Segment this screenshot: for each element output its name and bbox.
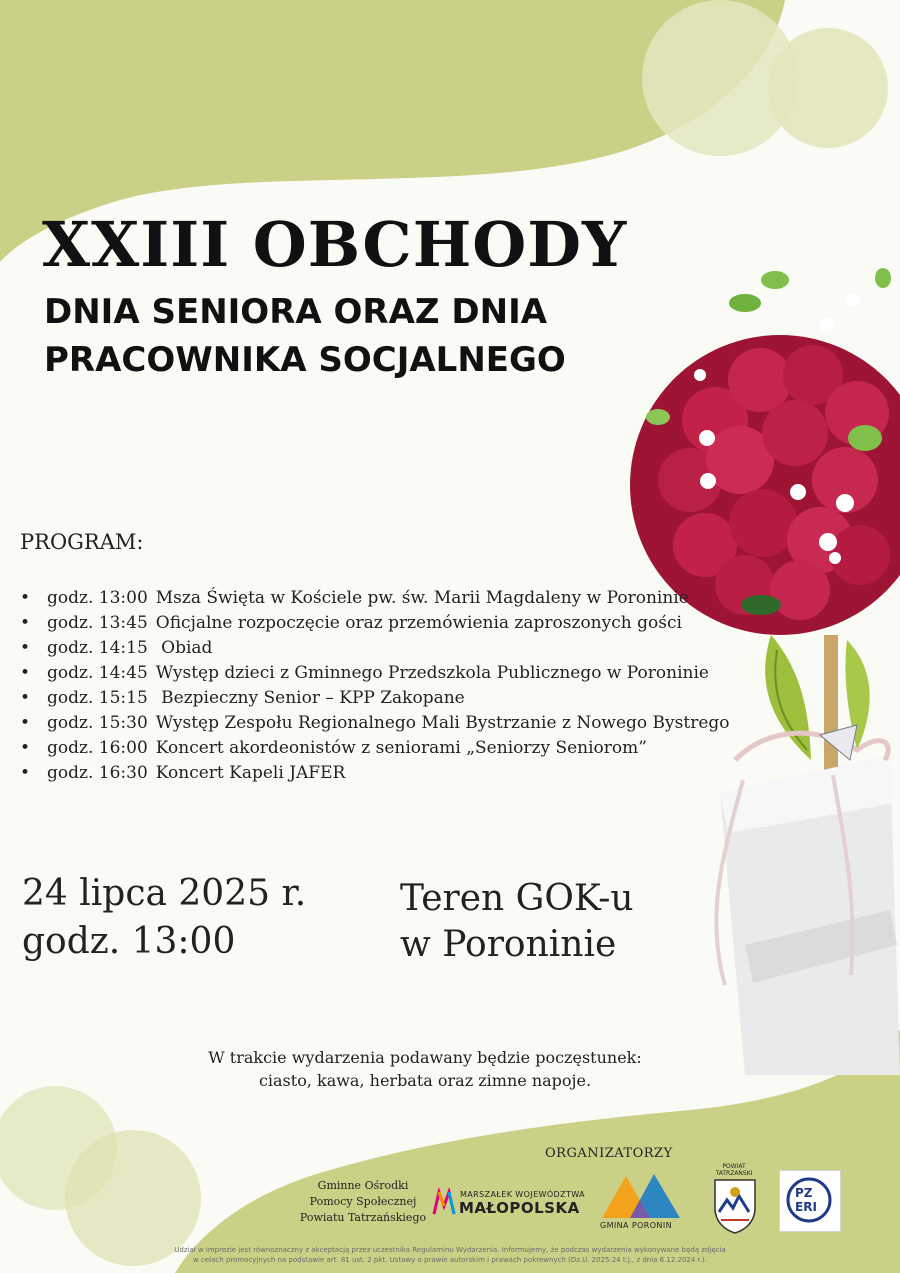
bullet: • [20, 763, 31, 783]
venue-line: w Poroninie [400, 924, 617, 965]
malopolska-logo-icon [432, 1188, 456, 1218]
program-list [20, 586, 730, 786]
powiat-line: POWIAT [722, 1163, 746, 1170]
program-item [20, 686, 730, 711]
malopolska-big-text: MAŁOPOLSKA [459, 1199, 580, 1217]
program-time: godz. 15:30 [47, 713, 148, 733]
title-subtitle-line: DNIA SENIORA ORAZ DNIA [44, 292, 548, 332]
program-item [20, 661, 730, 686]
bullet: • [20, 738, 31, 758]
program-time: godz. 16:30 [47, 763, 148, 783]
bullet: • [20, 638, 31, 658]
program-item [20, 586, 730, 611]
pzeri-text: PZ [795, 1186, 813, 1200]
event-date-time [22, 870, 306, 966]
program-time: godz. 14:45 [47, 663, 148, 683]
organizers-heading: ORGANIZATORZY [545, 1146, 673, 1161]
event-venue [400, 876, 634, 968]
program-text: Oficjalne rozpoczęcie oraz przemówienia zaproszonych gości [155, 613, 682, 633]
footer-line: Udział w imprezie jest równoznaczny z akceptacją przez uczestnika Regulaminu Wydarzenia. Informujemy, że podczas wydarzenia wykonywane będą zdjęcia [174, 1246, 726, 1254]
footer-line: w celach promocyjnych na podstawie art. 81 ust. 2 pkt. Ustawy o prawie autorskim i prawach pokrewnych (Dz.U. 2025.24 t.j., z dnia 6.12.2024 r.). [193, 1256, 707, 1264]
gmina-poronin-text: GMINA PORONIN [600, 1221, 672, 1230]
refreshments-note [200, 1046, 650, 1092]
powiat-text [712, 1163, 756, 1177]
program-time: godz. 13:00 [47, 588, 148, 608]
program-text: Koncert akordeonistów z seniorami „Seniorzy Seniorom” [155, 738, 647, 758]
venue-line: Teren GOK-u [400, 878, 634, 919]
gops-line: Gminne Ośrodki [317, 1179, 409, 1192]
bullet: • [20, 588, 31, 608]
gmina-poronin-logo-icon [600, 1172, 682, 1220]
program-text: Występ Zespołu Regionalnego Mali Bystrzanie z Nowego Bystrego [155, 713, 730, 733]
program-item [20, 761, 730, 786]
program-time: godz. 13:45 [47, 613, 148, 633]
title-main: XXIII OBCHODY [42, 208, 628, 281]
title-subtitle [44, 288, 566, 384]
pzeri-text: ERI [795, 1200, 817, 1214]
refreshments-line: W trakcie wydarzenia podawany będzie poczęstunek: [208, 1048, 642, 1067]
refreshments-line: ciasto, kawa, herbata oraz zimne napoje. [258, 1071, 592, 1090]
program-text: Bezpieczny Senior – KPP Zakopane [155, 688, 465, 708]
program-text: Msza Święta w Kościele pw. św. Marii Magdaleny w Poroninie [155, 588, 689, 608]
bullet: • [20, 688, 31, 708]
malopolska-small-text: MARSZAŁEK WOJEWÓDZTWA [460, 1190, 586, 1199]
program-item [20, 711, 730, 736]
program-time: godz. 16:00 [47, 738, 148, 758]
event-date: 24 lipca 2025 r. [22, 873, 307, 914]
gops-line: Powiatu Tatrzańskiego [299, 1211, 427, 1224]
bullet: • [20, 663, 31, 683]
program-text: Występ dzieci z Gminnego Przedszkola Publicznego w Poroninie [155, 663, 709, 683]
program-time: godz. 14:15 [47, 638, 148, 658]
program-item [20, 736, 730, 761]
bullet: • [20, 713, 31, 733]
powiat-line: TATRZAŃSKI [715, 1170, 753, 1177]
program-item [20, 636, 730, 661]
footer-disclaimer [100, 1245, 800, 1265]
gops-line: Pomocy Społecznej [309, 1195, 417, 1208]
program-heading: PROGRAM: [20, 530, 144, 554]
program-text: Obiad [155, 638, 213, 658]
powiat-coat-of-arms-icon [713, 1178, 757, 1234]
title-subtitle-line: PRACOWNIKA SOCJALNEGO [44, 340, 566, 380]
program-item [20, 611, 730, 636]
program-time: godz. 15:15 [47, 688, 148, 708]
program-text: Koncert Kapeli JAFER [155, 763, 346, 783]
event-time: godz. 13:00 [22, 921, 236, 962]
bullet: • [20, 613, 31, 633]
gops-logo-text [297, 1178, 429, 1226]
